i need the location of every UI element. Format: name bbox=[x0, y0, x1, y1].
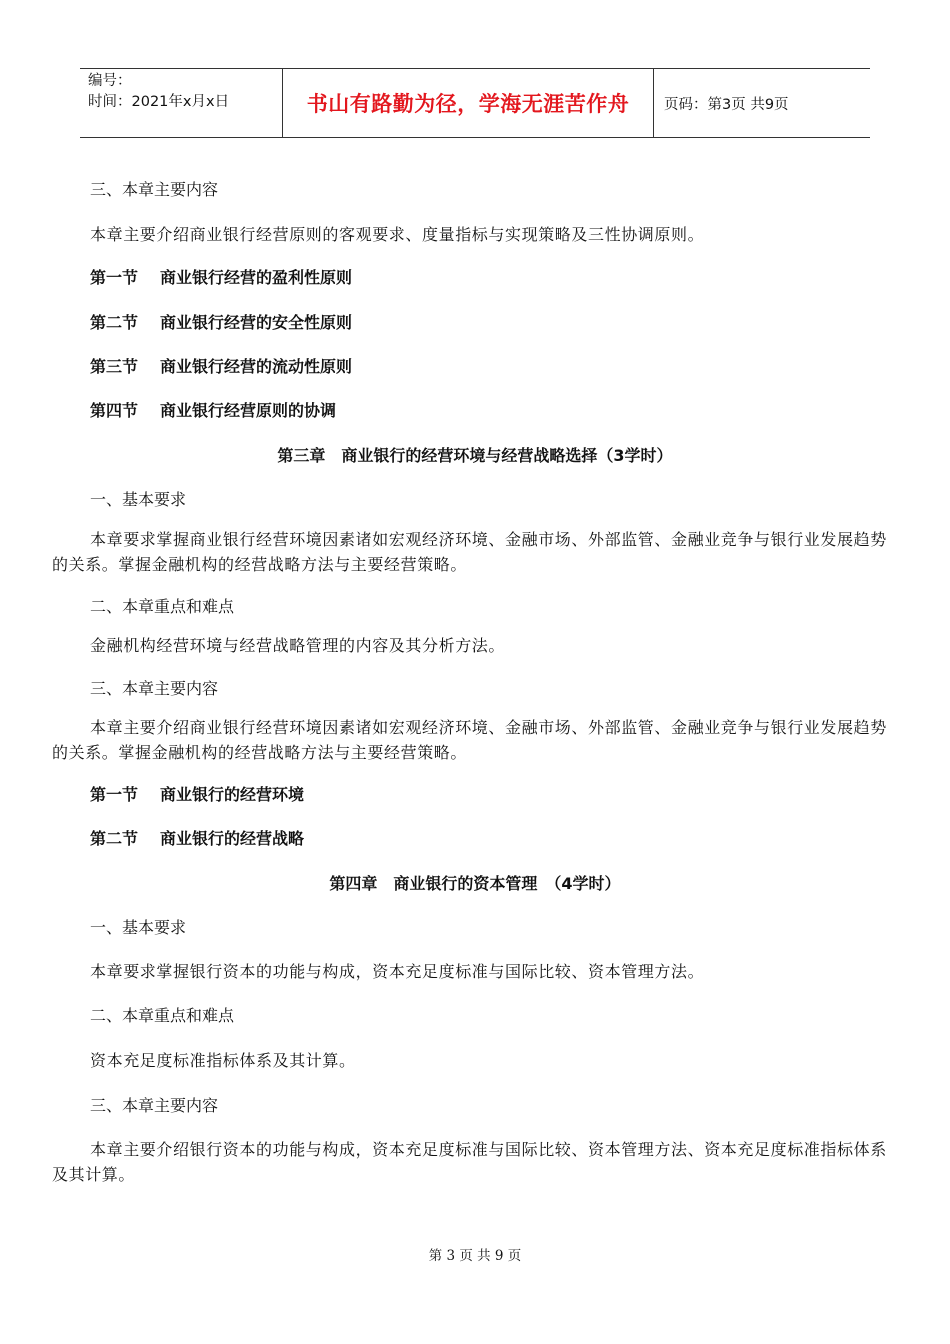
subsection-heading bbox=[90, 827, 898, 851]
page-header bbox=[80, 68, 870, 138]
paragraph: 本章要求掌握商业银行经营环境因素诸如宏观经济环境、金融市场、外部监管、金融业竞争与银行业发展趋势的关系。掌握金融机构的经营战略方法与主要经营策略。 bbox=[52, 530, 887, 574]
subsection-heading bbox=[90, 311, 898, 335]
paragraph: 资本充足度标准指标体系及其计算。 bbox=[90, 1051, 356, 1070]
subsection-heading bbox=[90, 266, 898, 290]
subsection-number: 第二节 bbox=[90, 829, 139, 848]
chapter-title: 第三章 商业银行的经营环境与经营战略选择（3学时） bbox=[277, 446, 673, 465]
subsection-heading bbox=[90, 355, 898, 379]
subsection-title: 商业银行经营的盈利性原则 bbox=[160, 268, 353, 287]
header-page-info: 页码：第3页 共9页 bbox=[664, 96, 789, 113]
page-footer: 第 3 页 共 9 页 bbox=[428, 1248, 522, 1264]
section-heading: 二、本章重点和难点 bbox=[90, 597, 235, 616]
subsection-title: 商业银行的经营战略 bbox=[160, 829, 305, 848]
chapter-title: 第四章 商业银行的资本管理 （4学时） bbox=[329, 874, 621, 893]
subsection-title: 商业银行经营原则的协调 bbox=[160, 401, 337, 420]
subsection-heading bbox=[90, 399, 898, 423]
subsection-heading bbox=[90, 783, 898, 807]
subsection-title: 商业银行经营的安全性原则 bbox=[160, 313, 353, 332]
section-heading: 三、本章主要内容 bbox=[90, 180, 219, 199]
subsection-number: 第四节 bbox=[90, 401, 139, 420]
section-heading: 二、本章重点和难点 bbox=[90, 1006, 235, 1025]
section-heading: 三、本章主要内容 bbox=[90, 1096, 219, 1115]
header-motto: 书山有路勤为径，学海无涯苦作舟 bbox=[306, 92, 630, 116]
subsection-number: 第二节 bbox=[90, 313, 139, 332]
paragraph: 金融机构经营环境与经营战略管理的内容及其分析方法。 bbox=[90, 636, 506, 655]
header-motto-cell bbox=[282, 69, 654, 137]
doc-number-label: 编号： bbox=[88, 73, 132, 89]
paragraph: 本章主要介绍商业银行经营原则的客观要求、度量指标与实现策略及三性协调原则。 bbox=[90, 225, 705, 244]
subsection-title: 商业银行的经营环境 bbox=[160, 785, 305, 804]
paragraph: 本章主要介绍银行资本的功能与构成，资本充足度标准与国际比较、资本管理方法、资本充足度标准指标体系及其计算。 bbox=[52, 1140, 887, 1184]
section-heading: 三、本章主要内容 bbox=[90, 679, 219, 698]
subsection-number: 第一节 bbox=[90, 268, 139, 287]
header-meta-cell bbox=[80, 69, 282, 137]
subsection-number: 第三节 bbox=[90, 357, 139, 376]
paragraph: 本章主要介绍商业银行经营环境因素诸如宏观经济环境、金融市场、外部监管、金融业竞争与银行业发展趋势的关系。掌握金融机构的经营战略方法与主要经营策略。 bbox=[52, 718, 887, 762]
section-heading: 一、基本要求 bbox=[90, 918, 187, 937]
section-heading: 一、基本要求 bbox=[90, 490, 187, 509]
doc-time-label: 时间：2021年x月x日 bbox=[88, 94, 230, 110]
subsection-number: 第一节 bbox=[90, 785, 139, 804]
paragraph: 本章要求掌握银行资本的功能与构成，资本充足度标准与国际比较、资本管理方法。 bbox=[90, 962, 705, 981]
subsection-title: 商业银行经营的流动性原则 bbox=[160, 357, 353, 376]
